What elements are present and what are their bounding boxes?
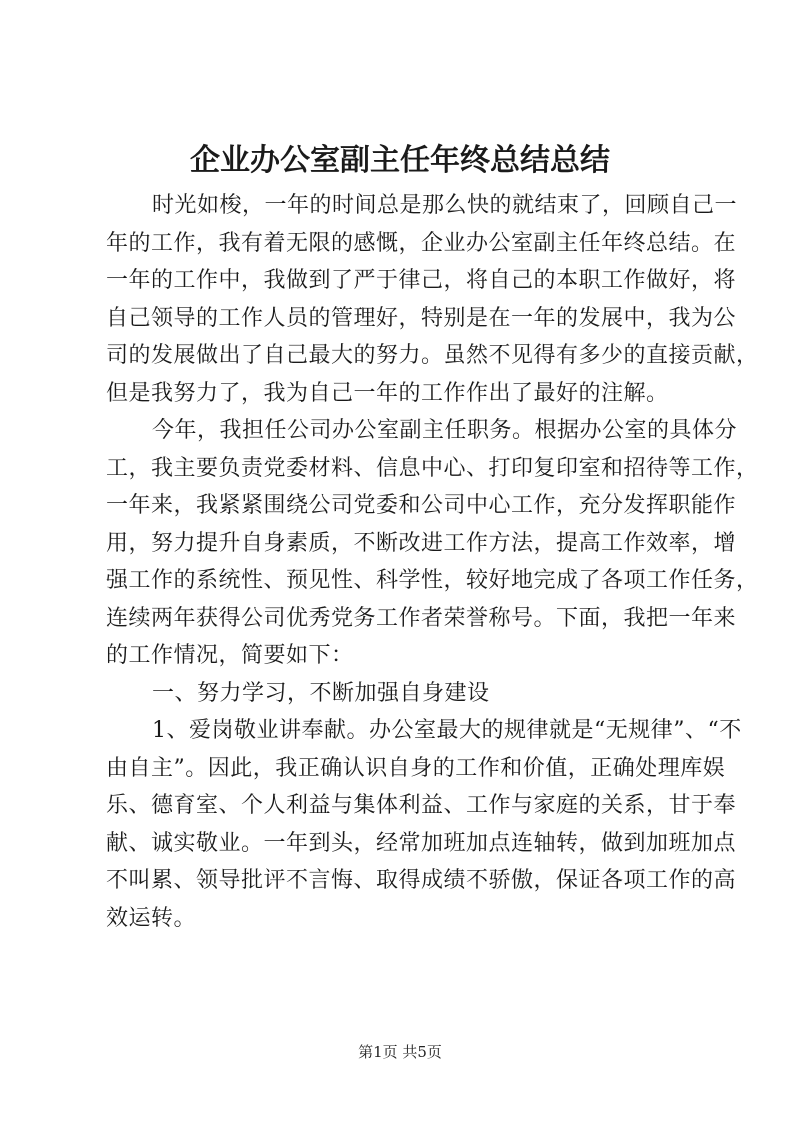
- text-line: 但是我努力了，我为自己一年的工作作出了最好的注解。: [106, 380, 669, 406]
- text-line: 一年来，我紧紧围绕公司党委和公司中心工作，充分发挥职能作: [106, 493, 737, 518]
- paragraph-2: [106, 412, 759, 675]
- text-line: 司的发展做出了自己最大的努力。虽然不见得有多少的直接贡献，: [106, 343, 759, 368]
- text-line: 由自主”。因此，我正确认识自身的工作和价值，正确处理库娱: [106, 755, 726, 781]
- section-heading: [106, 675, 702, 713]
- text-line: 连续两年获得公司优秀党务工作者荣誉称号。下面，我把一年来: [106, 605, 737, 631]
- text-line: 献、诚实敬业。一年到头，经常加班加点连轴转，做到加班加点: [106, 830, 737, 856]
- text-line: 用，努力提升自身素质，不断改进工作方法，提高工作效率，增: [106, 530, 737, 556]
- text-line: 一、努力学习，不断加强自身建设: [152, 680, 490, 706]
- document-body: [106, 187, 759, 937]
- document-title: 企业办公室副主任年终总结总结: [190, 143, 610, 178]
- text-line: 一年的工作中，我做到了严于律己，将自己的本职工作做好，将: [106, 268, 737, 293]
- text-line: 年的工作，我有着无限的感慨，企业办公室副主任年终总结。在: [106, 230, 737, 256]
- text-line: 时光如梭，一年的时间总是那么快的就结束了，回顾自己一: [152, 193, 738, 218]
- text-line: 的工作情况，简要如下：: [106, 643, 354, 668]
- text-line: 1、爱岗敬业讲奉献。办公室最大的规律就是“无规律”、“不: [152, 718, 742, 743]
- page-footer: 第1页 共5页: [358, 1043, 442, 1061]
- text-line: 强工作的系统性、预见性、科学性，较好地完成了各项工作任务，: [106, 568, 759, 593]
- text-line: 工，我主要负责党委材料、信息中心、打印复印室和招待等工作，: [106, 455, 759, 481]
- paragraph-3: [106, 712, 742, 937]
- text-line: 不叫累、领导批评不言悔、取得成绩不骄傲，保证各项工作的高: [106, 868, 737, 893]
- text-line: 今年，我担任公司办公室副主任职务。根据办公室的具体分: [152, 418, 738, 443]
- paragraph-1: [106, 187, 759, 412]
- text-line: 乐、德育室、个人利益与集体利益、工作与家庭的关系，甘于奉: [106, 793, 737, 818]
- text-line: 自己领导的工作人员的管理好，特别是在一年的发展中，我为公: [106, 305, 737, 331]
- text-line: 效运转。: [106, 905, 197, 931]
